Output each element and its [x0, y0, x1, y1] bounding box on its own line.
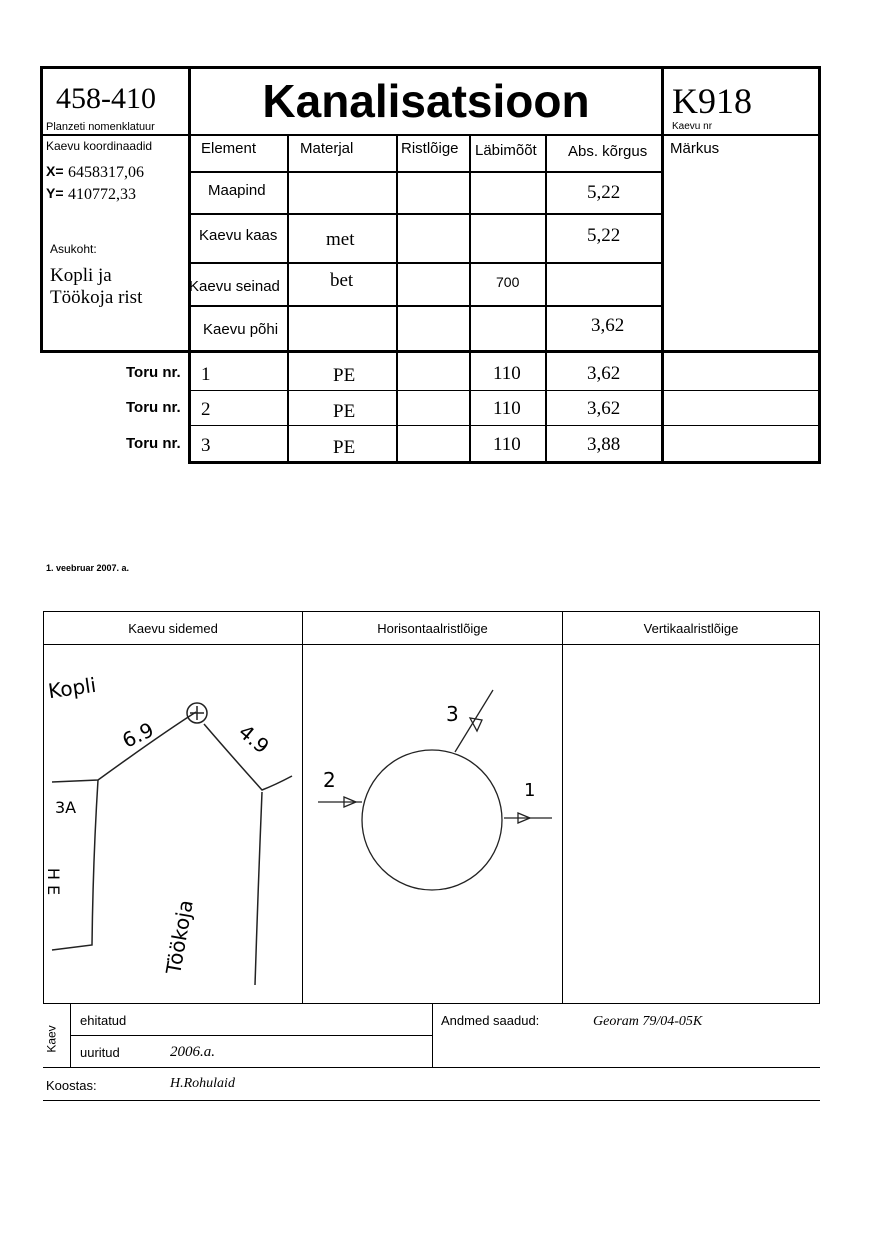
pipe-label-1: Toru nr. [126, 364, 181, 381]
pipe-label-2: Toru nr. [126, 399, 181, 416]
cross-section [318, 690, 552, 890]
row-height-bottom: 3,62 [591, 315, 625, 336]
row-element-walls: Kaevu seinad [189, 278, 280, 295]
pipe-marker-1: 1 [524, 780, 536, 801]
built-label: ehitatud [80, 1013, 127, 1028]
col-title-vertical: Vertikaalristlõige [643, 621, 739, 636]
x-value: 6458317,06 [68, 164, 144, 181]
author-label: Koostas: [46, 1078, 97, 1093]
nomenclature-value: 458-410 [56, 82, 156, 115]
row-element-lid: Kaevu kaas [199, 227, 278, 244]
col-header-diameter: Läbimõõt [475, 142, 537, 159]
row-material-walls: bet [330, 270, 354, 291]
row-height-lid: 5,22 [587, 225, 621, 246]
well-circle [362, 750, 502, 890]
street-label-kopli: Kopli [46, 672, 98, 704]
well-number: K918 [672, 81, 752, 121]
pipe-height-2: 3,62 [587, 398, 621, 419]
document-date: 1. veebruar 2007. a. [46, 563, 130, 573]
pipe-no-2: 2 [201, 399, 211, 420]
street-label-tookoja: Töökoja [161, 897, 198, 977]
house-mark: H E [44, 867, 64, 896]
well-number-label: Kaevu nr [672, 121, 713, 132]
pipe-diameter-1: 110 [493, 363, 521, 384]
pipe-height-1: 3,62 [587, 363, 621, 384]
row-material-lid: met [326, 229, 355, 250]
y-label: Y= [46, 185, 64, 201]
pipe-material-2: PE [333, 401, 356, 422]
col-title-horizontal: Horisontaalristlõige [377, 621, 488, 636]
source-value: Georam 79/04-05K [593, 1014, 703, 1029]
location-line-1: Kopli ja [50, 265, 112, 286]
y-value: 410772,33 [68, 186, 136, 203]
pipe-marker-3: 3 [446, 702, 459, 726]
surveyed-value: 2006.a. [170, 1044, 215, 1060]
pipe-material-1: PE [333, 365, 356, 386]
pipe-diameter-3: 110 [493, 434, 521, 455]
col-header-notes: Märkus [670, 140, 720, 157]
coords-label: Kaevu koordinaadid [46, 139, 153, 153]
row-diameter-walls: 700 [496, 274, 520, 290]
location-label: Asukoht: [50, 242, 97, 256]
source-label: Andmed saadud: [441, 1013, 540, 1028]
side-label-well: Kaev [44, 1025, 59, 1053]
distance-left: 6.9 [118, 717, 158, 753]
page-title: Kanalisatsioon [262, 75, 590, 127]
col-header-height: Abs. kõrgus [568, 143, 648, 160]
col-title-ties: Kaevu sidemed [128, 621, 218, 636]
row-height-ground: 5,22 [587, 182, 621, 203]
pipe-no-3: 3 [201, 435, 211, 456]
col-header-material: Materjal [300, 140, 354, 157]
house-label: 3A [55, 798, 77, 817]
pipe-label-3: Toru nr. [126, 435, 181, 452]
row-element-ground: Maapind [208, 182, 266, 199]
x-label: X= [46, 163, 64, 179]
pipe-material-3: PE [333, 437, 356, 458]
col-header-element: Element [201, 140, 257, 157]
pipe-marker-2: 2 [323, 768, 336, 792]
distance-right: 4.9 [234, 719, 274, 759]
col-header-cross: Ristlõige [401, 140, 459, 157]
author-value: H.Rohulaid [170, 1076, 235, 1091]
pipe-diameter-2: 110 [493, 398, 521, 419]
nomenclature-label: Planzeti nomenklatuur [46, 121, 155, 133]
location-line-2: Töökoja rist [50, 287, 143, 308]
pipe-height-3: 3,88 [587, 434, 621, 455]
pipe-no-1: 1 [201, 364, 211, 385]
row-element-bottom: Kaevu põhi [203, 321, 279, 338]
surveyed-label: uuritud [80, 1045, 120, 1060]
